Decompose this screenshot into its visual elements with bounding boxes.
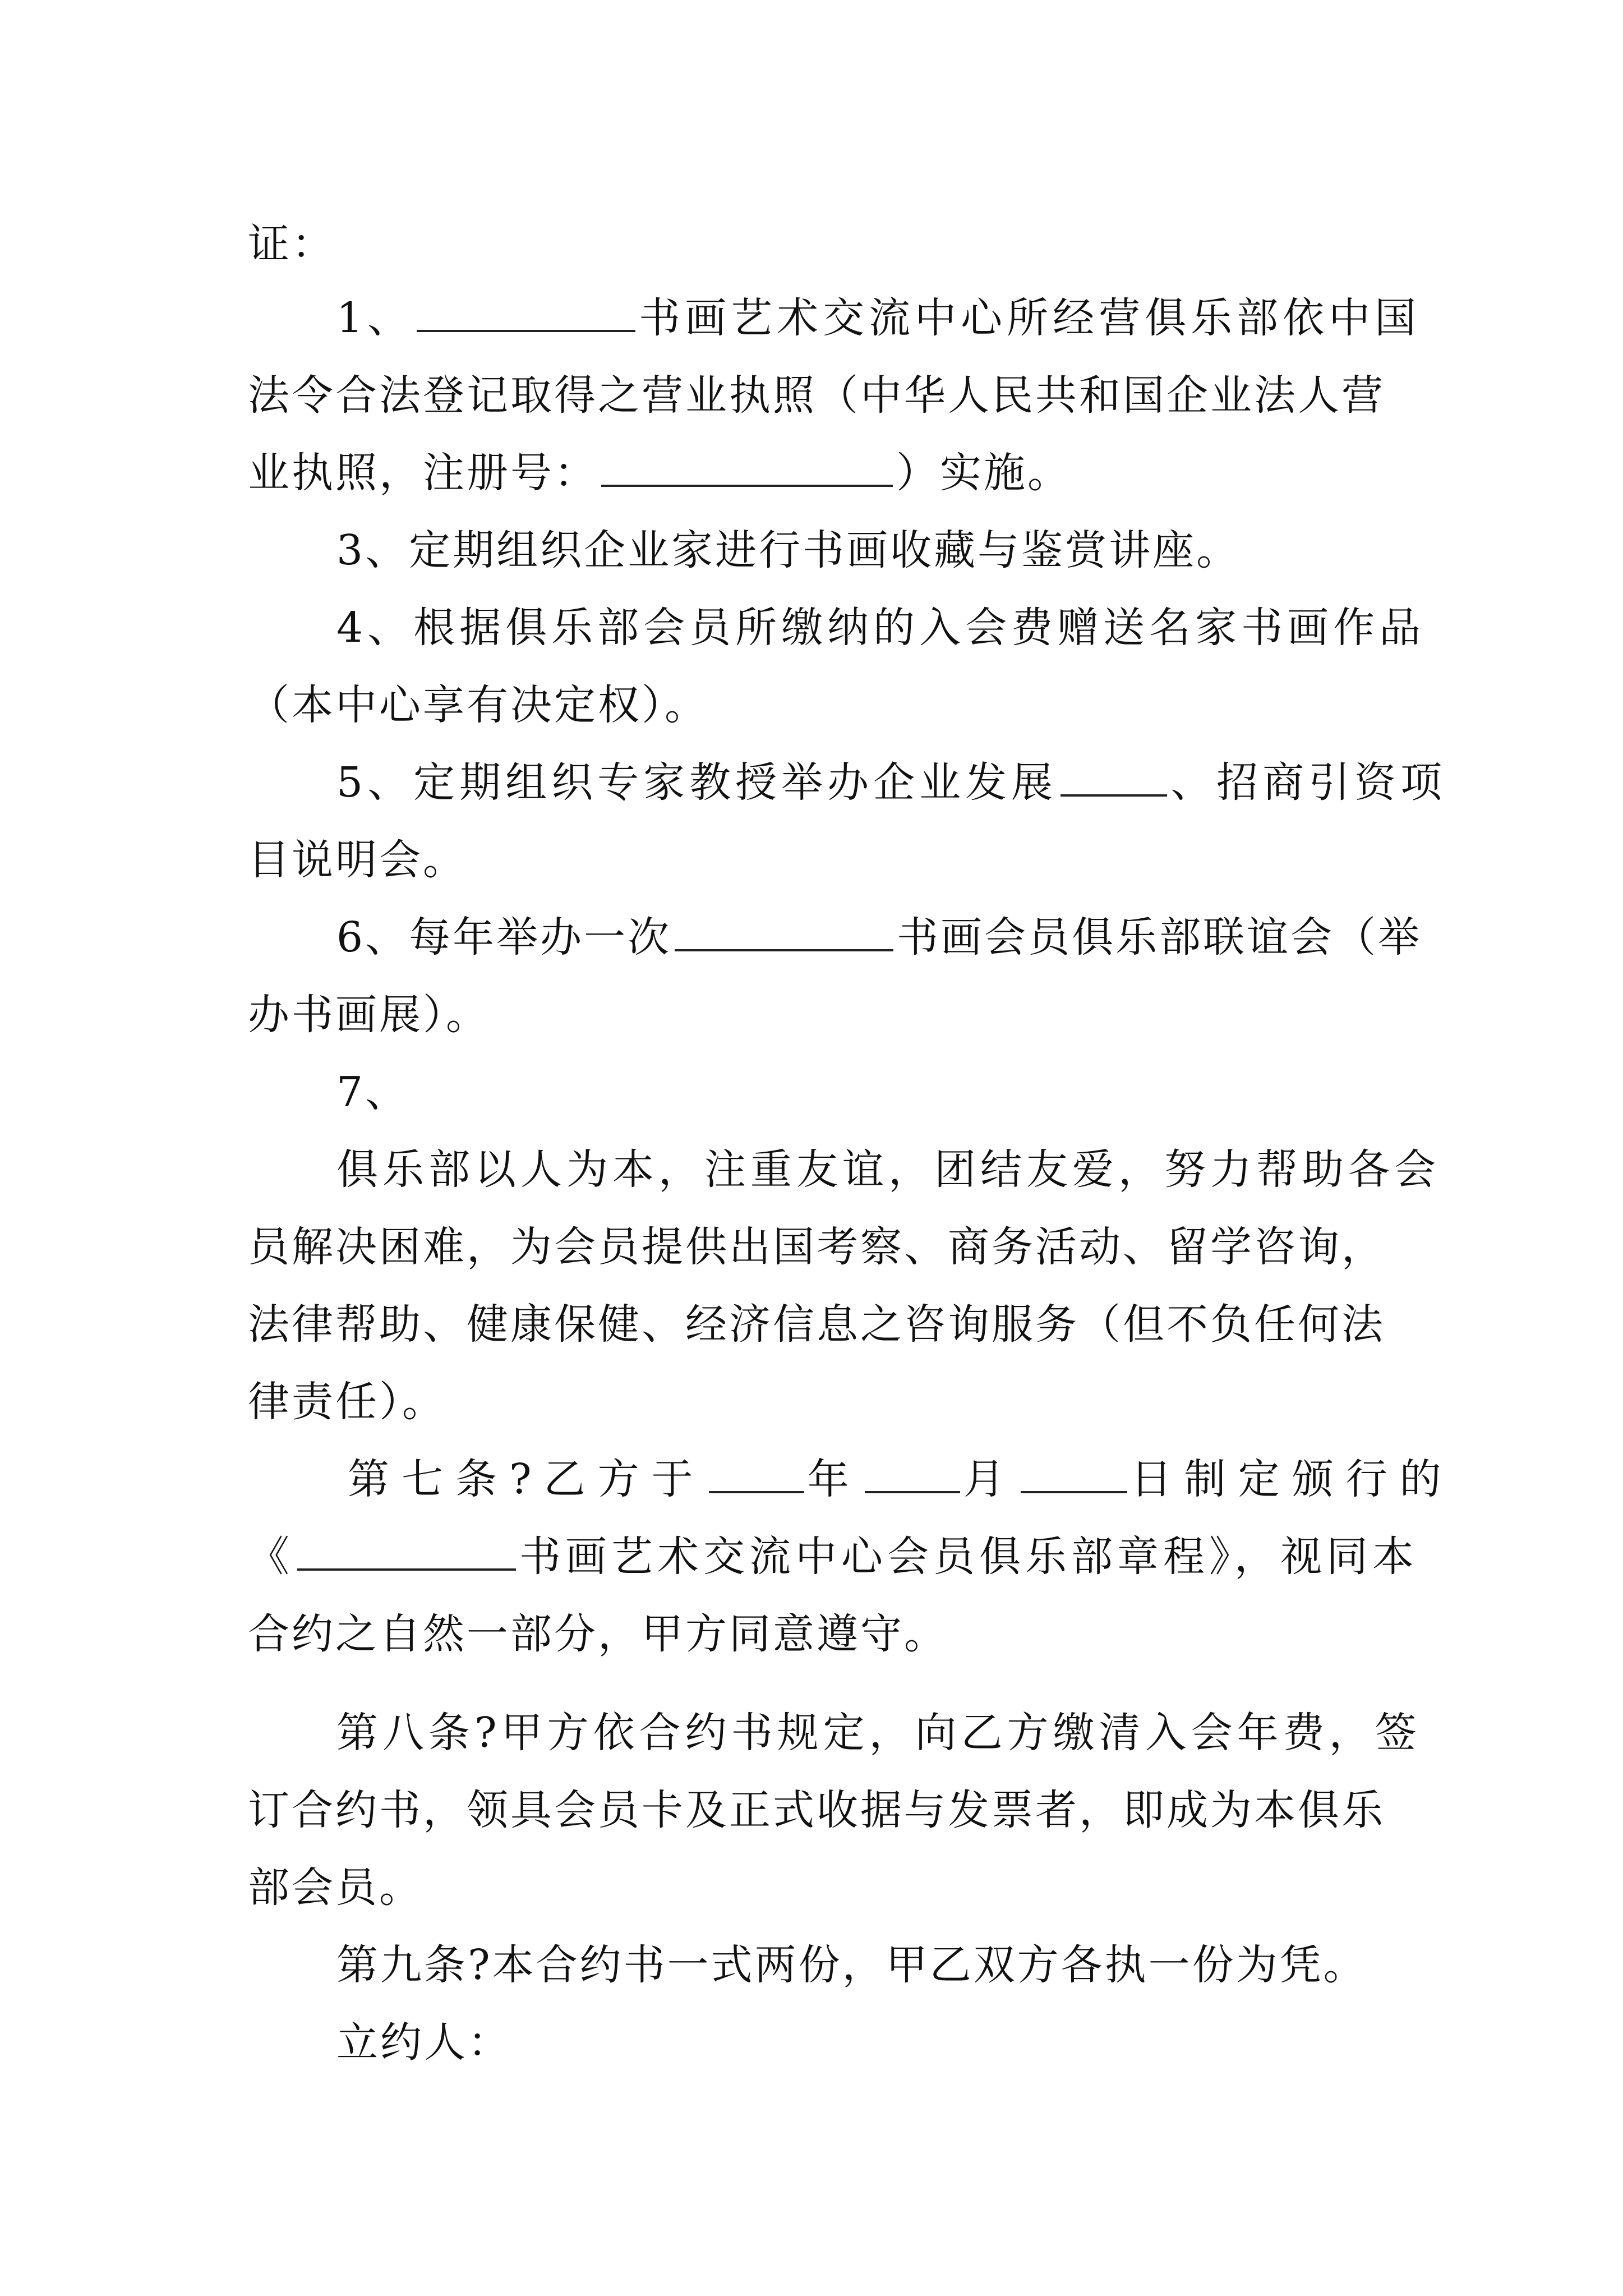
line-text: 书画艺术交流中心所经营俱乐部依中国: [639, 294, 1421, 342]
month-blank: [865, 1452, 960, 1493]
line-text: 书画会员俱乐部联谊会（举: [897, 913, 1422, 961]
line-text: 证：: [248, 220, 335, 268]
line-text: 部会员。: [248, 1864, 423, 1912]
text-line: [248, 1294, 1385, 1355]
line-text: 7、: [336, 1068, 409, 1116]
text-line-item-4: [336, 597, 1425, 659]
text-line: [248, 1526, 1418, 1588]
text-line-article-8: [336, 1702, 1421, 1764]
text-line-item-3: [336, 519, 1240, 581]
line-text: 书画艺术交流中心会员俱乐部章程》，视同本: [519, 1533, 1418, 1581]
line-text: 目说明会。: [248, 836, 467, 884]
text-line: [248, 1779, 1385, 1841]
text-line-heading: [248, 213, 335, 275]
text-line: [248, 442, 1071, 504]
line-text: 俱乐部以人为本，注重友谊，团结友爱，努力帮助各会: [336, 1145, 1440, 1194]
line-text: 第八条?甲方依合约书规定，向乙方缴清入会年费，签: [336, 1709, 1421, 1757]
blank-field: [675, 910, 893, 951]
text-line-article-9: [336, 1934, 1367, 1996]
text-line: [248, 365, 1385, 426]
line-text: 律责任）。: [248, 1378, 446, 1426]
blank-field: [297, 1529, 516, 1571]
line-text: 年: [807, 1455, 861, 1503]
line-text: 立约人：: [336, 2018, 511, 2067]
line-text: 第九条?本合约书一式两份，甲乙双方各执一份为凭。: [336, 1941, 1367, 1989]
line-text: 法令合法登记取得之营业执照（中华人民共和国企业法人营: [248, 371, 1385, 420]
day-blank: [1021, 1452, 1127, 1493]
registration-number-blank: [601, 445, 893, 487]
text-line: [336, 1139, 1440, 1200]
text-line-article-7: [348, 1448, 1454, 1510]
line-text: 办书画展）。: [248, 991, 490, 1039]
year-blank: [709, 1452, 804, 1493]
line-text: 第七条?乙方于: [348, 1455, 706, 1503]
line-text: （本中心享有决定权）。: [248, 681, 708, 729]
text-line: [248, 984, 490, 1046]
line-text: 6、每年举办一次: [336, 913, 672, 961]
line-text: 5、定期组织专家教授举办企业发展: [336, 758, 1058, 807]
line-text: 合约之自然一部分，甲方同意遵守。: [248, 1610, 948, 1658]
blank-field: [417, 291, 635, 332]
text-line: [248, 1857, 423, 1918]
line-text: 、招商引资项: [1170, 758, 1447, 807]
text-line: [248, 1603, 948, 1665]
text-line: [248, 1371, 446, 1433]
text-line-item-6: [336, 907, 1422, 968]
line-text: 业执照，注册号：: [248, 449, 598, 497]
line-text: 月: [963, 1455, 1017, 1503]
line-text: 日制定颁行的: [1130, 1455, 1454, 1503]
text-line-item-7: [336, 1061, 409, 1123]
line-text: 《: [248, 1533, 294, 1581]
line-text: 3、定期组织企业家进行书画收藏与鉴赏讲座。: [336, 526, 1241, 574]
text-line-item-1: [336, 287, 1421, 349]
line-text: 员解决困难，为会员提供出国考察、商务活动、留学咨询，: [248, 1223, 1385, 1271]
line-text: 4、根据俱乐部会员所缴纳的入会费赠送名家书画作品: [336, 604, 1426, 652]
text-line: [248, 829, 467, 891]
line-text: ）实施。: [896, 449, 1071, 497]
line-text: 订合约书，领具会员卡及正式收据与发票者，即成为本俱乐: [248, 1786, 1385, 1834]
text-line-item-5: [336, 752, 1446, 813]
text-line: [248, 1216, 1385, 1278]
line-text: 法律帮助、健康保健、经济信息之咨询服务（但不负任何法: [248, 1300, 1385, 1349]
blank-field: [1061, 755, 1167, 797]
signatory-line: [336, 2012, 511, 2073]
item-number: 1、: [336, 294, 414, 342]
text-line: [248, 674, 708, 736]
